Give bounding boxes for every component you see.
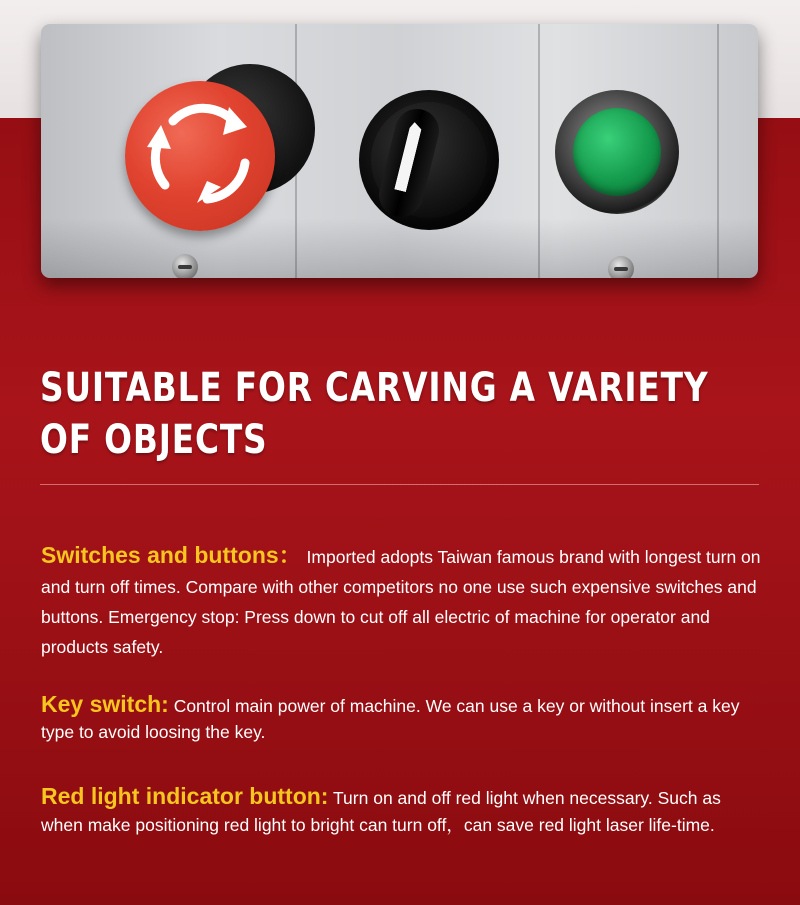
knob-indicator-mark [394, 121, 423, 192]
emergency-stop-button-icon [125, 81, 275, 231]
headline-line-2: OF OBJECTS [40, 417, 268, 463]
green-push-button-icon [573, 108, 661, 196]
page-headline [40, 362, 709, 466]
panel-screw-icon [172, 254, 198, 278]
feature-title: Switches and buttons： [41, 542, 302, 568]
feature-body: Turn on and off red light when necessary. Such as when make positioning red light to bright can turn off，can save red light laser life-time. [41, 788, 721, 835]
feature-title: Red light indicator button: [41, 783, 329, 809]
control-panel-photo [41, 24, 758, 278]
feature-title: Key switch: [41, 691, 169, 717]
divider [40, 484, 759, 485]
headline-line-1: SUITABLE FOR CARVING A VARIETY [40, 365, 709, 411]
feature-key-switch [41, 691, 763, 745]
feature-switches-and-buttons [41, 540, 763, 662]
feature-body: Imported adopts Taiwan famous brand with longest turn on and turn off times. Compare with other competitors no one use such expensive switches and buttons. Emergency stop: Press down to cut off all electric of machine for operator and products safety. [41, 547, 761, 657]
panel-screw-icon [608, 256, 634, 278]
rotate-arrows-icon [125, 81, 275, 231]
feature-red-light-indicator [41, 783, 763, 839]
feature-body: Control main power of machine. We can use a key or without insert a key type to avoid loosing the key. [41, 696, 740, 742]
